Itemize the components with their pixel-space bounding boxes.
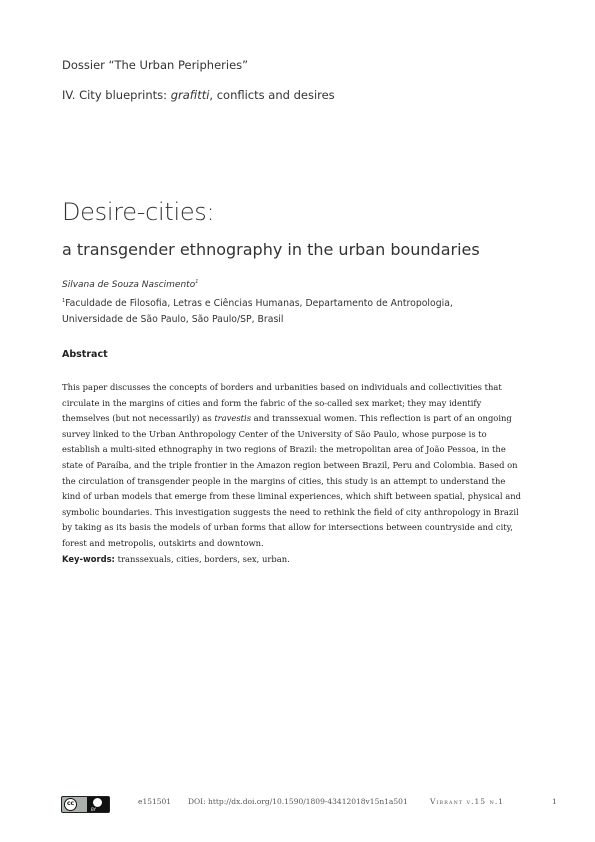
abstract-body xyxy=(62,380,522,567)
section-suffix: , conflicts and desires xyxy=(209,88,335,102)
abstract-paragraph xyxy=(62,380,522,552)
affiliation xyxy=(62,294,532,327)
abstract-italic-term: travestis xyxy=(214,413,252,424)
author-name-text: Silvana de Souza Nascimento xyxy=(62,280,196,290)
by-label: BY xyxy=(91,807,96,812)
author-name xyxy=(62,279,198,290)
author-mark: 1 xyxy=(195,279,199,285)
affiliation-line-2: Universidade de São Paulo, São Paulo/SP, Brasil xyxy=(62,313,284,325)
section-prefix: IV. City blueprints: xyxy=(62,88,171,102)
article-id: e151501 xyxy=(138,797,172,806)
affiliation-mark: 1 xyxy=(62,298,66,304)
abstract-text-1: This paper discusses the concepts of borders and urbanities based on individuals and collectivities that circulate in the margins of cities and form the fabric of the so-called sex market; they may identify themselves (but not necessarily) as xyxy=(62,382,502,424)
page-number: 1 xyxy=(552,797,557,806)
keywords-text: transsexuals, cities, borders, sex, urban. xyxy=(114,553,290,564)
affiliation-line-1-text: Faculdade de Filosofia, Letras e Ciências Humanas, Departamento de Antropologia, xyxy=(65,298,453,310)
dossier-title: Dossier “The Urban Peripheries” xyxy=(62,58,249,72)
doi-link[interactable]: DOI: http://dx.doi.org/10.1590/1809-43412018v15n1a501 xyxy=(188,797,408,806)
cc-by-license-icon[interactable] xyxy=(61,796,110,813)
keywords-line xyxy=(62,552,522,568)
cc-icon: cc xyxy=(64,798,77,811)
abstract-heading: Abstract xyxy=(62,349,108,360)
section-italic: grafitti xyxy=(170,88,210,102)
article-subtitle: a transgender ethnography in the urban boundaries xyxy=(62,240,480,259)
by-icon xyxy=(87,797,109,812)
keywords-label: Key-words: xyxy=(62,553,115,564)
abstract-text-2: and transsexual women. This reflection is part of an ongoing survey linked to the Urban Anthropology Center of the University of São Paulo, whose purpose is to establish a multi-sited ethnography in two regions of Brazil: the metropolitan area of João Pessoa, in the state of Paraíba, and the triple frontier in the Amazon region between Brazil, Peru and Colombia. Based on the circulation of transgender people in the margins of cities, this study is an attempt to understand the kind of urban models that emerge from these liminal experiences, which shift between spatial, physical and symbolic boundaries. This investigation suggests the need to rethink the field of city anthropology in Brazil by taking as its basis the models of urban forms that allow for intersections between countryside and city, forest and metropolis, outskirts and downtown. xyxy=(62,413,521,548)
journal-name: Vibrant v.15 n.1 xyxy=(430,797,504,806)
section-title xyxy=(62,88,335,102)
article-title: Desire-cities: xyxy=(62,198,215,226)
affiliation-line-1 xyxy=(62,294,532,312)
